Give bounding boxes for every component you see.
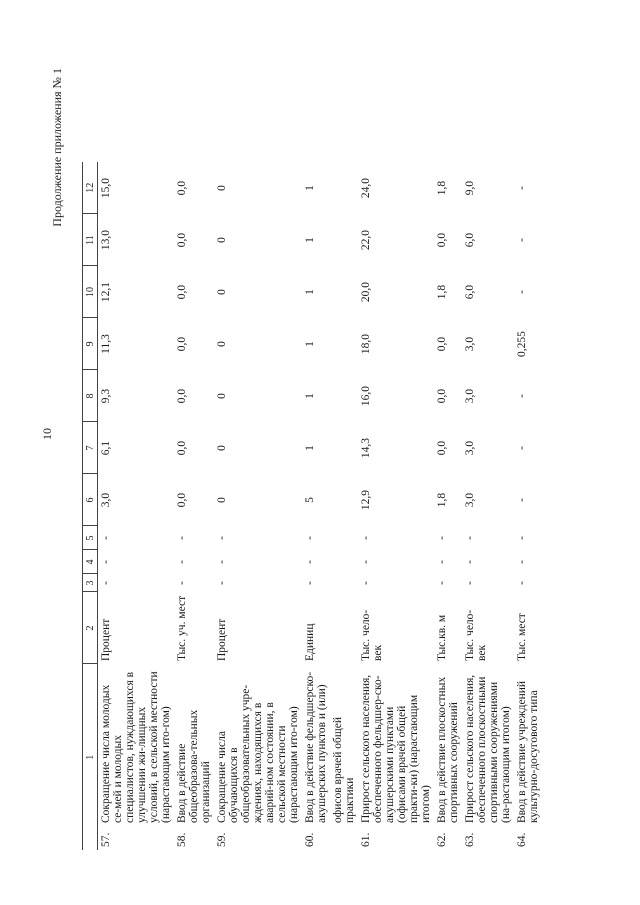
value-cell: - (304, 560, 316, 564)
value-cell: 1 (304, 237, 316, 243)
table-row (358, 162, 434, 850)
value-cell: - (360, 536, 372, 540)
column-header: 6 (83, 474, 98, 526)
value-cell (330, 474, 358, 526)
row-number: 59. (216, 832, 228, 847)
indicator-cell (98, 664, 175, 850)
column-header: 9 (83, 318, 98, 370)
table-row (98, 162, 175, 850)
column-header: 5 (83, 526, 98, 550)
table-row (302, 162, 330, 850)
indicator-name: Ввод в действие учреждений культурно-досугового типа (516, 680, 540, 823)
value-cell (330, 574, 358, 592)
column-header: 8 (83, 370, 98, 422)
value-cell: 1,8 (436, 492, 448, 508)
table-row (462, 162, 514, 850)
value-cell: - (100, 560, 112, 564)
indicator-cell (214, 664, 302, 850)
value-cell: 0,0 (176, 180, 188, 196)
indicator-cell (302, 664, 330, 850)
value-cell: 3,0 (464, 440, 476, 456)
value-cell: - (516, 238, 528, 242)
value-cell: - (216, 581, 228, 585)
unit-cell: Процент (100, 618, 112, 661)
row-number: 57. (100, 832, 112, 847)
column-header: 4 (83, 550, 98, 574)
value-cell: - (436, 581, 448, 585)
value-cell: 3,0 (464, 388, 476, 404)
value-cell: 1,8 (436, 284, 448, 300)
value-cell: - (216, 560, 228, 564)
table-row (174, 162, 214, 850)
value-cell: - (516, 498, 528, 502)
value-cell: - (100, 581, 112, 585)
indicator-name: Прирост сельского населения, обеспеченного плоскостными спортивными сооружениями (на-растающим итогом) (464, 674, 512, 823)
row-number: 60. (304, 832, 316, 847)
value-cell: 0,0 (436, 336, 448, 352)
value-cell: 12,9 (360, 489, 372, 511)
value-cell: - (516, 446, 528, 450)
value-cell: 3,0 (464, 492, 476, 508)
value-cell: - (436, 536, 448, 540)
column-header: 2 (83, 592, 98, 664)
table-body (98, 162, 543, 850)
value-cell: 0 (216, 289, 228, 295)
value-cell: 6,0 (464, 232, 476, 248)
column-header: 10 (83, 266, 98, 318)
value-cell: - (464, 560, 476, 564)
table-row (214, 162, 302, 850)
value-cell: - (100, 536, 112, 540)
indicator-name: офисов врачей общей практики (332, 717, 356, 823)
unit-cell: Тыс. мест (516, 613, 528, 661)
value-cell: 1 (304, 341, 316, 347)
unit-cell: Тыс. чело-век (464, 609, 488, 661)
table-row (514, 162, 542, 850)
value-cell: 6,1 (100, 440, 112, 456)
column-header: 12 (83, 162, 98, 214)
value-cell: - (360, 560, 372, 564)
column-header: 7 (83, 422, 98, 474)
value-cell: 5 (304, 497, 316, 503)
table-row (434, 162, 462, 850)
value-cell: 24,0 (360, 177, 372, 199)
indicator-name: Ввод в действие общеобразова-тельных организаций (176, 709, 212, 823)
column-header: 1 (83, 664, 98, 850)
value-cell: - (176, 536, 188, 540)
value-cell: 0 (216, 445, 228, 451)
value-cell: 1 (304, 393, 316, 399)
indicator-cell (358, 664, 434, 850)
value-cell: 1 (304, 185, 316, 191)
indicator-name: Прирост сельского населения, обеспеченного фельдшер-ско-акушерскими пунктами (офисами врачей общей практи-ки) (нарастающим итогом) (360, 674, 432, 823)
value-cell: 0 (216, 185, 228, 191)
value-cell: 1 (304, 289, 316, 295)
indicator-name: Ввод в действие фельдшерско-акушерских пунктов и (или) (304, 671, 328, 823)
value-cell: 0,0 (436, 232, 448, 248)
indicator-cell (174, 664, 214, 850)
row-number: 61. (360, 832, 372, 847)
indicator-name: Сокращение числа обучающихся в общеобразовательных учре-ждениях, находящихся в аварий-ном состоянии, в сельской местности (нарастающим ито-гом) (216, 684, 300, 823)
value-cell: - (360, 581, 372, 585)
indicator-name: Ввод в действие плоскостных спортивных сооружений (436, 676, 460, 823)
column-number-row (83, 162, 98, 850)
value-cell: - (304, 536, 316, 540)
value-cell: 11,3 (100, 334, 112, 354)
value-cell: 0 (216, 497, 228, 503)
unit-cell (330, 592, 358, 664)
value-cell (330, 550, 358, 574)
value-cell: - (216, 536, 228, 540)
indicator-cell (434, 664, 462, 850)
value-cell: - (516, 536, 528, 540)
value-cell: 0,0 (176, 284, 188, 300)
value-cell: 1 (304, 445, 316, 451)
value-cell: 0,0 (436, 388, 448, 404)
row-number: 64. (516, 832, 528, 847)
row-number: 58. (176, 832, 188, 847)
value-cell: 15,0 (100, 177, 112, 199)
value-cell: - (516, 394, 528, 398)
value-cell: - (516, 581, 528, 585)
value-cell: 0,0 (176, 492, 188, 508)
value-cell: 0 (216, 341, 228, 347)
unit-cell: Тыс.кв. м (436, 614, 448, 661)
value-cell: - (516, 560, 528, 564)
value-cell: 0,255 (516, 331, 528, 357)
value-cell (330, 526, 358, 550)
value-cell (330, 422, 358, 474)
indicators-table (82, 162, 542, 850)
value-cell: 3,0 (100, 492, 112, 508)
value-cell: 9,0 (464, 180, 476, 196)
value-cell: - (464, 581, 476, 585)
value-cell: 6,0 (464, 284, 476, 300)
value-cell: 0 (216, 393, 228, 399)
value-cell (330, 214, 358, 266)
value-cell: 1,8 (436, 180, 448, 196)
value-cell: 20,0 (360, 281, 372, 303)
value-cell: 16,0 (360, 385, 372, 407)
unit-cell: Тыс. уч. мест (176, 595, 188, 661)
unit-cell: Тыс. чело-век (360, 609, 384, 661)
row-number: 63. (464, 832, 476, 847)
value-cell: 0 (216, 237, 228, 243)
page-number: 10 (40, 428, 54, 440)
value-cell (330, 162, 358, 214)
value-cell: - (516, 186, 528, 190)
value-cell: 0,0 (176, 336, 188, 352)
table-row (330, 162, 358, 850)
value-cell: - (304, 581, 316, 585)
rotated-sheet (40, 60, 630, 860)
unit-cell: Процент (216, 618, 228, 661)
value-cell: 3,0 (464, 336, 476, 352)
indicator-cell (330, 664, 358, 850)
column-header: 11 (83, 214, 98, 266)
value-cell: 18,0 (360, 333, 372, 355)
value-cell: - (464, 536, 476, 540)
value-cell: 13,0 (100, 229, 112, 251)
appendix-header: Продолжение приложения № 1 (50, 68, 64, 227)
value-cell (330, 266, 358, 318)
value-cell: 22,0 (360, 229, 372, 251)
indicator-cell (514, 664, 542, 850)
column-header: 3 (83, 574, 98, 592)
row-number: 62. (436, 832, 448, 847)
value-cell: 9,3 (100, 388, 112, 404)
indicator-cell (462, 664, 514, 850)
value-cell: 0,0 (176, 232, 188, 248)
unit-cell: Единиц (304, 623, 316, 661)
value-cell (330, 318, 358, 370)
indicator-name: Сокращение числа молодых се-мей и молодых специалистов, нуждающихся в улучшении жи-лищных условий, в сельской местности (нарастающим ито-гом) (100, 671, 172, 823)
value-cell: - (516, 290, 528, 294)
value-cell: - (436, 560, 448, 564)
value-cell: - (176, 560, 188, 564)
value-cell: 0,0 (176, 440, 188, 456)
value-cell: - (176, 581, 188, 585)
value-cell (330, 370, 358, 422)
value-cell: 0,0 (176, 388, 188, 404)
value-cell: 14,3 (360, 437, 372, 459)
value-cell: 0,0 (436, 440, 448, 456)
value-cell: 12,1 (100, 281, 112, 303)
